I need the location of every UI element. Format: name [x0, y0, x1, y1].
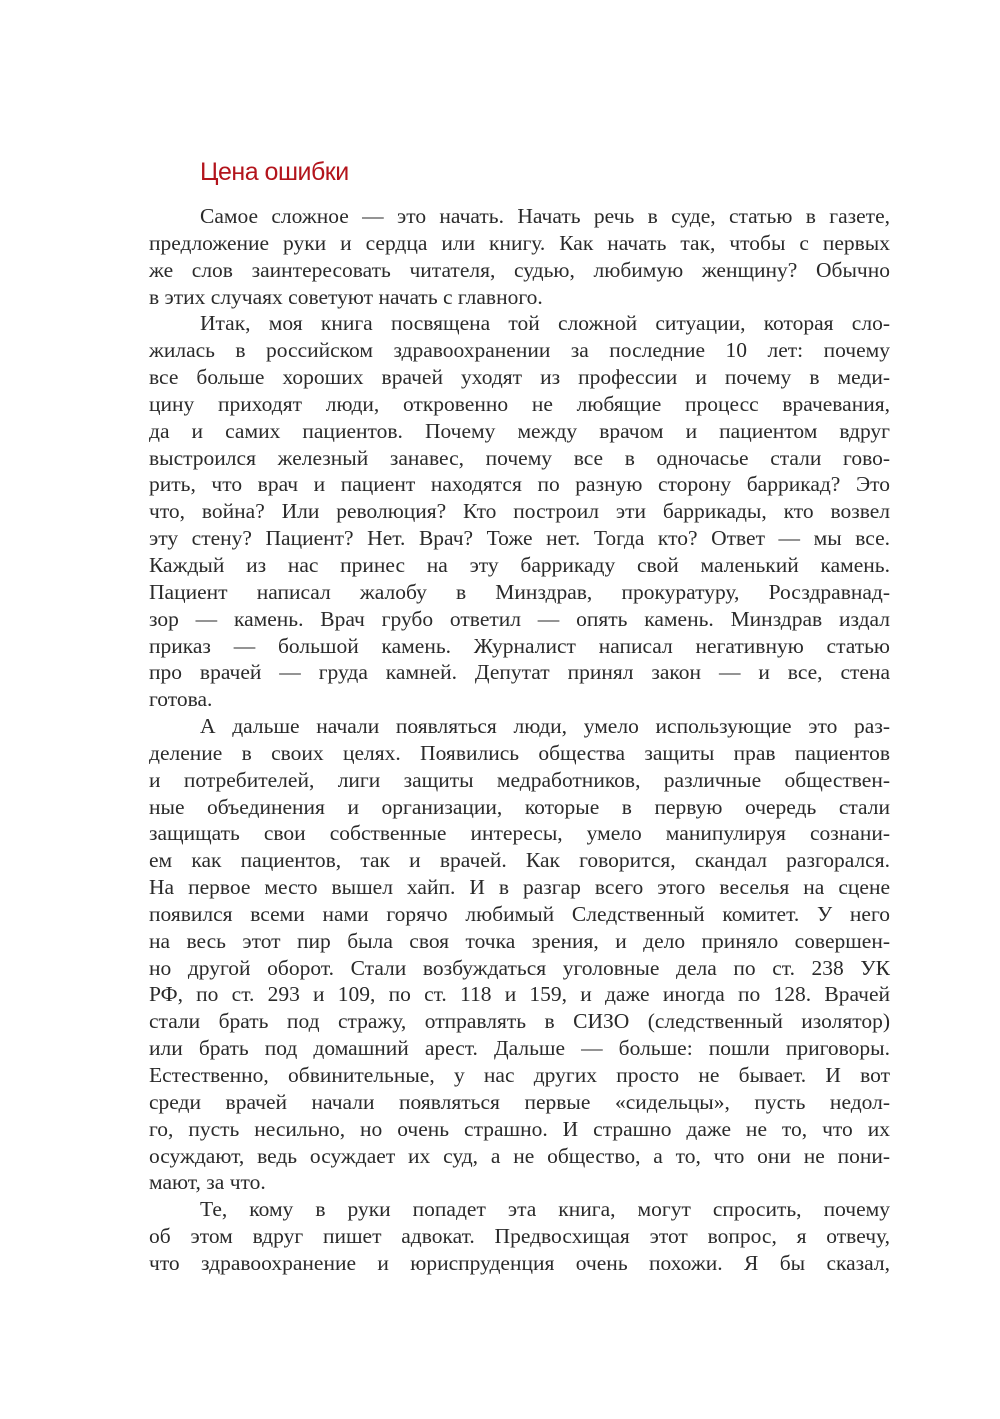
paragraph [149, 1196, 890, 1277]
paragraph [149, 203, 890, 310]
text-line: Пациент написал жалобу в Минздрав, прокуратуру, Росздравнад- [149, 579, 890, 604]
paragraph [149, 310, 890, 713]
text-line: среди врачей начали появляться первые «сидельцы», пусть недол- [149, 1089, 890, 1114]
text-line: А дальше начали появляться люди, умело использующие это раз- [200, 714, 890, 739]
text-line: про врачей — груда камней. Депутат принял закон — и все, стена [149, 660, 890, 685]
text-line: эту стену? Пациент? Нет. Врач? Тоже нет. Тогда кто? Ответ — мы все. [149, 526, 890, 551]
text-line: что, война? Или революция? Кто построил эти баррикады, кто возвел [149, 499, 890, 524]
text-line: и потребителей, лиги защиты медработников, различные обществен- [149, 767, 890, 792]
text-line: го, пусть несильно, но очень страшно. И страшно даже не то, что их [149, 1116, 890, 1141]
text-line: Самое сложное — это начать. Начать речь в суде, статью в газете, [200, 204, 890, 228]
text-line: что здравоохранение и юриспруденция очень похожи. Я бы сказал, [149, 1250, 890, 1275]
text-line: Те, кому в руки попадет эта книга, могут спросить, почему [200, 1197, 890, 1222]
text-line: жилась в российском здравоохранении за последние 10 лет: почему [149, 338, 890, 363]
text-line: осуждают, ведь осуждает их суд, а не общество, а то, что они не пони- [149, 1143, 890, 1168]
text-line: предложение руки и сердца или книгу. Как начать так, чтобы с первых [149, 230, 890, 255]
text-line: же слов заинтересовать читателя, судью, любимую женщину? Обычно [149, 257, 890, 282]
text-line: появился всеми нами горячо любимый Следственный комитет. У него [149, 901, 890, 926]
text-line: цину приходят люди, откровенно не любящие процесс врачевания, [149, 391, 890, 416]
text-line: готова. [149, 687, 213, 712]
section-heading: Цена ошибки [200, 158, 349, 186]
text-line: на весь этот пир была своя точка зрения, и дело приняло совершен- [149, 928, 890, 953]
text-line: ные объединения и организации, которые в первую очередь стали [149, 794, 890, 819]
text-line: Итак, моя книга посвящена той сложной ситуации, которая сло- [200, 311, 890, 336]
text-line: На первое место вышел хайп. И в разгар всего этого веселья на сцене [149, 875, 890, 900]
paragraph [149, 713, 890, 1196]
text-line: мают, за что. [149, 1170, 266, 1195]
text-line: деление в своих целях. Появились общества защиты прав пациентов [149, 740, 890, 765]
text-line: об этом вдруг пишет адвокат. Предвосхищая этот вопрос, я отвечу, [149, 1224, 890, 1249]
text-line: приказ — большой камень. Журналист написал негативную статью [149, 633, 890, 658]
text-line: Каждый из нас принес на эту баррикаду свой маленький камень. [149, 552, 890, 577]
text-line: Естественно, обвинительные, у нас других просто не бывает. И вот [149, 1063, 890, 1087]
text-line: ем как пациентов, так и врачей. Как говорится, скандал разгорался. [149, 848, 890, 873]
text-line: все больше хороших врачей уходят из профессии и почему в меди- [149, 365, 890, 390]
text-line: в этих случаях советуют начать с главного. [149, 284, 543, 309]
text-line: зор — камень. Врач грубо ответил — опять камень. Минздрав издал [149, 606, 890, 631]
text-line: но другой оборот. Стали возбуждаться уголовные дела по ст. 238 УК [149, 955, 890, 980]
text-line: защищать свои собственные интересы, умело манипулируя сознани- [149, 821, 890, 846]
body-text [149, 203, 890, 1277]
text-line: да и самих пациентов. Почему между врачом и пациентом вдруг [149, 418, 890, 443]
text-line: РФ, по ст. 293 и 109, по ст. 118 и 159, и даже иногда по 128. Врачей [149, 982, 890, 1007]
text-line: выстроился железный занавес, почему все в одночасье стали гово- [149, 445, 890, 470]
text-line: или брать под домашний арест. Дальше — больше: пошли приговоры. [149, 1036, 890, 1061]
text-line: стали брать под стражу, отправлять в СИЗО (следственный изолятор) [149, 1009, 890, 1034]
text-line: рить, что врач и пациент находятся по разную сторону баррикад? Это [149, 472, 890, 497]
